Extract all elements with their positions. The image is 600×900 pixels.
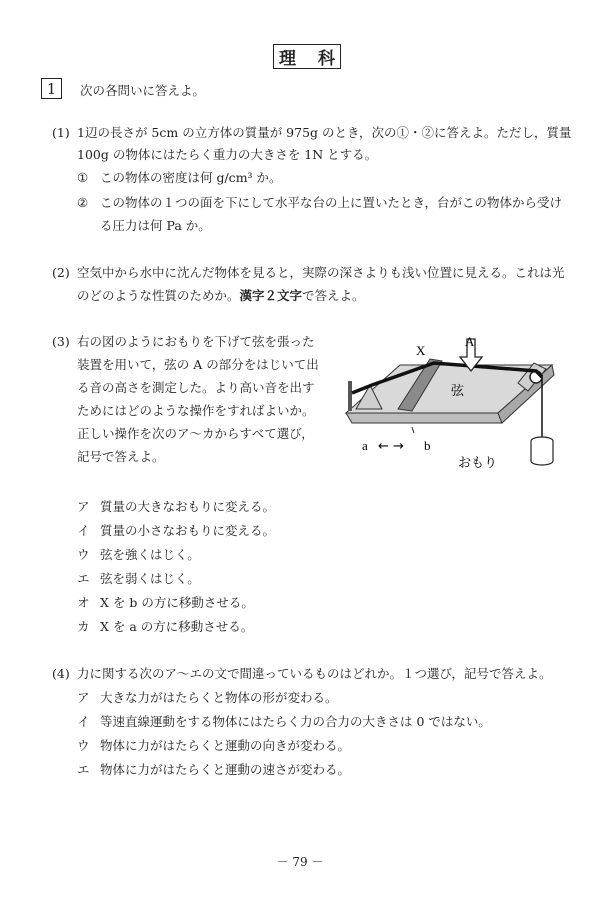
q3-option-mark: カ <box>77 619 90 634</box>
q4-line1: 力に関する次のア～エの文で間違っているものはどれか。１つ選び，記号で答えよ。 <box>77 666 552 681</box>
q2-line2-emphasis: 漢字２文字 <box>239 288 303 303</box>
q3-option-mark: オ <box>77 595 90 610</box>
q3-option-text: 弦を強くはじく。 <box>100 547 200 562</box>
q4-option-text: 大きな力がはたらくと物体の形が変わる。 <box>100 690 338 705</box>
label-a-upper: A <box>465 335 475 349</box>
page-title: 理 科 <box>273 44 341 69</box>
q1-sub2-line2: る圧力は何 Pa か。 <box>100 218 211 233</box>
q1-sub2-mark: ② <box>77 195 89 210</box>
q4-option-mark: イ <box>77 714 90 729</box>
q3-option-text: X を a の方に移動させる。 <box>100 619 254 634</box>
page-number: － 79 － <box>276 855 324 869</box>
q1-number: (1) <box>52 125 70 140</box>
q1-sub2-line1: この物体の１つの面を下にして水平な台の上に置いたとき，台がこの物体から受け <box>100 195 563 210</box>
q1-sub1-text: この物体の密度は何 g/cm³ か。 <box>100 170 282 185</box>
q3-option-text: 質量の小さなおもりに変える。 <box>100 523 276 538</box>
q4-option-text: 物体に力がはたらくと運動の向きが変わる。 <box>100 738 351 753</box>
section-instruction: 次の各問いに答えよ。 <box>80 83 206 98</box>
label-b: b <box>424 438 431 453</box>
q1-line1: 1辺の長さが 5cm の立方体の質量が 975g のとき，次の①・②に答えよ。ただし，質量 <box>77 125 572 140</box>
label-string: 弦 <box>451 384 465 399</box>
q4-option-mark: エ <box>77 762 90 777</box>
q3-option-text: 質量の大きなおもりに変える。 <box>100 499 276 514</box>
q1-sub1-mark: ① <box>77 170 89 185</box>
q3-line: 装置を用いて，弦の A の部分をはじいて出 <box>77 357 319 372</box>
q3-option-mark: ウ <box>77 547 90 562</box>
section-number: 1 <box>41 78 62 99</box>
q3-line: ためにはどのような操作をすればよいか。 <box>77 403 315 418</box>
q4-option-mark: ウ <box>77 738 90 753</box>
q2-line2 <box>77 288 365 304</box>
board-front <box>346 413 502 423</box>
q2-number: (2) <box>52 265 70 280</box>
q3-line: る音の高さを測定した。より高い音を出す <box>77 380 315 395</box>
q3-option-mark: イ <box>77 523 90 538</box>
weight-body <box>531 441 553 465</box>
q3-option-text: X を b の方に移動させる。 <box>100 595 254 610</box>
tick-mark <box>412 427 414 433</box>
q2-line1: 空気中から水中に沈んだ物体を見ると，実際の深さよりも浅い位置に見える。これは光 <box>77 265 565 280</box>
monochord-figure <box>338 335 568 485</box>
label-a: a <box>362 438 368 453</box>
q4-option-mark: ア <box>77 690 90 705</box>
label-x: X <box>416 343 426 358</box>
q3-line: 記号で答えよ。 <box>77 449 165 464</box>
q4-number: (4) <box>52 666 70 681</box>
direction-arrows: ← → <box>378 439 404 454</box>
q2-line2-post: で答えよ。 <box>302 288 365 303</box>
q4-option-text: 物体に力がはたらくと運動の速さが変わる。 <box>100 762 351 777</box>
q3-option-mark: エ <box>77 571 90 586</box>
peg <box>348 381 352 411</box>
q3-option-text: 弦を弱くはじく。 <box>100 571 200 586</box>
q4-option-text: 等速直線運動をする物体にはたらく力の合力の大きさは 0 ではない。 <box>100 714 491 729</box>
q1-line2: 100g の物体にはたらく重力の大きさを 1N とする。 <box>77 147 378 162</box>
q3-number: (3) <box>52 334 70 349</box>
q2-line2-pre: のどのような性質のためか。 <box>77 288 240 303</box>
label-weight: おもり <box>458 456 498 471</box>
q3-option-mark: ア <box>77 499 90 514</box>
q3-line: 正しい操作を次のア～カからすべて選び， <box>77 426 314 441</box>
q3-line: 右の図のようにおもりを下げて弦を張った <box>77 334 315 349</box>
